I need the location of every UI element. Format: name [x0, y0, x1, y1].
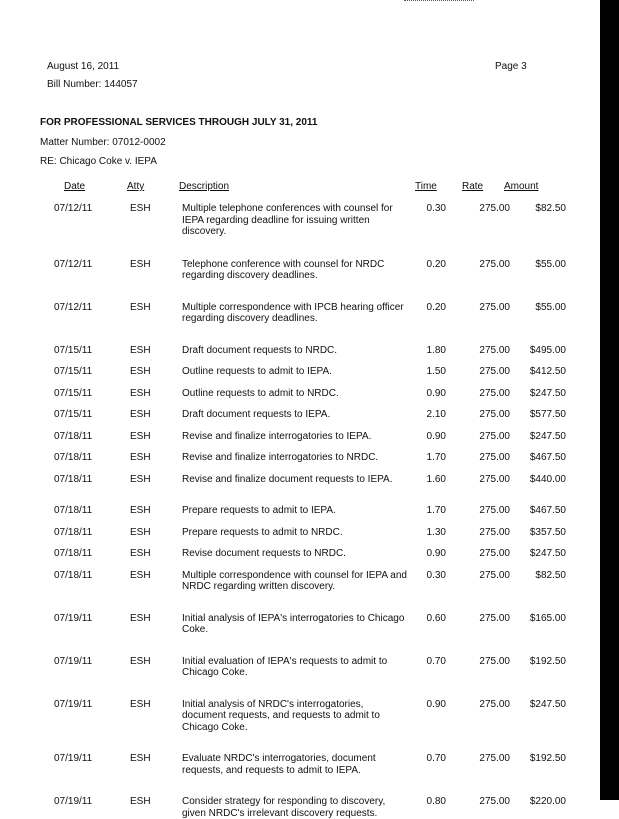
entry-atty: ESH	[130, 258, 151, 270]
table-row	[0, 452, 600, 464]
entry-atty: ESH	[130, 366, 151, 377]
entry-date: 07/18/11	[54, 452, 93, 463]
entry-time: 0.20	[426, 258, 446, 270]
entry-atty: ESH	[130, 612, 151, 624]
entry-date: 07/15/11	[54, 366, 93, 377]
entry-date: 07/12/11	[54, 203, 93, 214]
entry-amount: $357.50	[529, 526, 566, 538]
table-row	[0, 259, 600, 282]
table-row	[0, 409, 600, 421]
entry-date: 07/18/11	[54, 548, 93, 559]
entry-rate: 275.00	[479, 569, 510, 581]
entry-rate: 275.00	[479, 409, 510, 420]
entry-rate: 275.00	[479, 344, 510, 356]
entry-description: Outline requests to admit to NRDC.	[182, 387, 339, 399]
entry-amount: $247.50	[529, 548, 566, 559]
entry-amount: $467.50	[529, 452, 566, 463]
entry-time: 1.60	[426, 473, 446, 485]
entry-description: Initial analysis of NRDC's interrogatories, document requests, and requests to admit to Chicago Coke.	[182, 698, 380, 733]
entry-time: 0.30	[426, 569, 446, 581]
entry-description: Revise document requests to NRDC.	[182, 548, 346, 559]
table-row	[0, 302, 600, 325]
entry-time: 2.10	[426, 409, 446, 420]
entry-time: 0.20	[426, 301, 446, 313]
entry-amount: $577.50	[529, 409, 566, 420]
entry-description: Revise and finalize document requests to IEPA.	[182, 473, 393, 485]
entry-atty: ESH	[130, 452, 151, 463]
entry-rate: 275.00	[479, 452, 510, 463]
entry-amount: $412.50	[529, 366, 566, 377]
entry-date: 07/19/11	[54, 796, 93, 807]
services-heading: FOR PROFESSIONAL SERVICES THROUGH JULY 31, 2011	[40, 117, 318, 128]
entry-description: Consider strategy for responding to discovery, given NRDC's irrelevant discovery requests.	[182, 796, 386, 819]
entry-time: 0.70	[426, 753, 446, 764]
entry-rate: 275.00	[479, 753, 510, 764]
matter-number: Matter Number: 07012-0002	[40, 137, 166, 148]
table-row	[0, 656, 600, 679]
entry-time: 0.80	[426, 796, 446, 807]
table-row	[0, 474, 600, 486]
entry-date: 07/15/11	[54, 344, 93, 356]
entry-time: 1.30	[426, 526, 446, 538]
entry-rate: 275.00	[479, 796, 510, 807]
entry-date: 07/12/11	[54, 258, 93, 270]
entry-amount: $220.00	[529, 796, 566, 807]
entry-atty: ESH	[130, 344, 151, 356]
entry-rate: 275.00	[479, 430, 510, 442]
table-row	[0, 345, 600, 357]
entry-amount: $247.50	[529, 387, 566, 399]
entry-description: Revise and finalize interrogatories to NRDC.	[182, 452, 379, 463]
entry-description: Prepare requests to admit to IEPA.	[182, 505, 336, 516]
entry-atty: ESH	[130, 753, 151, 764]
entry-rate: 275.00	[479, 387, 510, 399]
page-number: Page 3	[495, 61, 527, 72]
table-row	[0, 527, 600, 539]
entry-rate: 275.00	[479, 203, 510, 214]
entry-atty: ESH	[130, 569, 151, 581]
entry-description: Draft document requests to IEPA.	[182, 409, 331, 420]
entry-date: 07/15/11	[54, 387, 93, 399]
table-row	[0, 366, 600, 378]
entry-amount: $82.50	[535, 569, 566, 581]
table-row	[0, 613, 600, 636]
entry-atty: ESH	[130, 526, 151, 538]
table-row	[0, 203, 600, 238]
entry-time: 0.90	[426, 430, 446, 442]
entry-amount: $165.00	[529, 612, 566, 624]
entry-date: 07/18/11	[54, 430, 93, 442]
entry-rate: 275.00	[479, 698, 510, 710]
entry-time: 0.30	[426, 203, 446, 214]
scan-artifact	[404, 0, 474, 3]
table-row	[0, 699, 600, 734]
entry-date: 07/19/11	[54, 612, 93, 624]
entry-amount: $192.50	[529, 753, 566, 764]
table-row	[0, 796, 600, 819]
table-row	[0, 753, 600, 776]
entry-amount: $247.50	[529, 698, 566, 710]
entry-rate: 275.00	[479, 548, 510, 559]
table-row	[0, 431, 600, 443]
table-row	[0, 388, 600, 400]
re-line: RE: Chicago Coke v. IEPA	[40, 156, 157, 167]
entry-description: Outline requests to admit to IEPA.	[182, 366, 332, 377]
entry-atty: ESH	[130, 387, 151, 399]
entry-time: 0.60	[426, 612, 446, 624]
entry-rate: 275.00	[479, 473, 510, 485]
entry-time: 0.90	[426, 548, 446, 559]
entry-atty: ESH	[130, 473, 151, 485]
entry-rate: 275.00	[479, 366, 510, 377]
entry-rate: 275.00	[479, 526, 510, 538]
entry-date: 07/18/11	[54, 569, 93, 581]
entry-atty: ESH	[130, 430, 151, 442]
entry-atty: ESH	[130, 505, 151, 516]
bill-number: Bill Number: 144057	[47, 79, 138, 90]
scan-edge-bar	[600, 0, 619, 800]
entry-description: Multiple correspondence with counsel for IEPA and NRDC regarding written discovery.	[182, 569, 407, 592]
entry-time: 0.70	[426, 655, 446, 667]
table-row	[0, 505, 600, 517]
entry-time: 1.80	[426, 344, 446, 356]
entry-atty: ESH	[130, 655, 151, 667]
column-header-amount: Amount	[504, 181, 539, 192]
entry-rate: 275.00	[479, 505, 510, 516]
entry-date: 07/18/11	[54, 473, 93, 485]
entry-amount: $192.50	[529, 655, 566, 667]
entry-amount: $440.00	[529, 473, 566, 485]
entry-date: 07/19/11	[54, 655, 93, 667]
entry-amount: $82.50	[535, 203, 566, 214]
column-header-atty: Atty	[127, 181, 145, 192]
entry-time: 1.50	[426, 366, 446, 377]
entry-amount: $55.00	[535, 258, 566, 270]
entry-atty: ESH	[130, 409, 151, 420]
time-entries-table	[0, 203, 600, 819]
bill-date: August 16, 2011	[47, 61, 120, 72]
entry-atty: ESH	[130, 548, 151, 559]
entry-amount: $55.00	[535, 301, 566, 313]
entry-rate: 275.00	[479, 301, 510, 313]
entry-description: Prepare requests to admit to NRDC.	[182, 526, 343, 538]
entry-date: 07/18/11	[54, 505, 93, 516]
entry-atty: ESH	[130, 203, 151, 214]
entry-description: Multiple correspondence with IPCB hearing officer regarding discovery deadlines.	[182, 301, 404, 324]
entry-description: Initial analysis of IEPA's interrogatories to Chicago Coke.	[182, 612, 405, 635]
entry-description: Draft document requests to NRDC.	[182, 344, 338, 356]
entry-rate: 275.00	[479, 612, 510, 624]
column-header-date: Date	[64, 181, 86, 192]
entry-date: 07/15/11	[54, 409, 93, 420]
entry-atty: ESH	[130, 301, 151, 313]
entry-amount: $467.50	[529, 505, 566, 516]
entry-atty: ESH	[130, 698, 151, 710]
entry-time: 0.90	[426, 698, 446, 710]
entry-rate: 275.00	[479, 655, 510, 667]
entry-description: Evaluate NRDC's interrogatories, document requests, and requests to admit to IEPA.	[182, 753, 376, 776]
entry-date: 07/18/11	[54, 526, 93, 538]
entry-time: 1.70	[426, 452, 446, 463]
entry-description: Initial evaluation of IEPA's requests to admit to Chicago Coke.	[182, 655, 388, 678]
entry-date: 07/19/11	[54, 698, 93, 710]
entry-time: 1.70	[426, 505, 446, 516]
column-header-rate: Rate	[462, 181, 484, 192]
entry-date: 07/19/11	[54, 753, 93, 764]
entry-time: 0.90	[426, 387, 446, 399]
table-row	[0, 548, 600, 560]
entry-amount: $247.50	[529, 430, 566, 442]
entry-date: 07/12/11	[54, 301, 93, 313]
entry-rate: 275.00	[479, 258, 510, 270]
entry-description: Revise and finalize interrogatories to IEPA.	[182, 430, 372, 442]
entry-amount: $495.00	[529, 344, 566, 356]
table-row	[0, 570, 600, 593]
column-header-description: Description	[179, 181, 230, 192]
column-header-time: Time	[415, 181, 437, 192]
entry-atty: ESH	[130, 796, 151, 807]
entry-description: Multiple telephone conferences with counsel for IEPA regarding deadline for issuing written discovery.	[182, 203, 393, 237]
entry-description: Telephone conference with counsel for NRDC regarding discovery deadlines.	[182, 258, 385, 281]
